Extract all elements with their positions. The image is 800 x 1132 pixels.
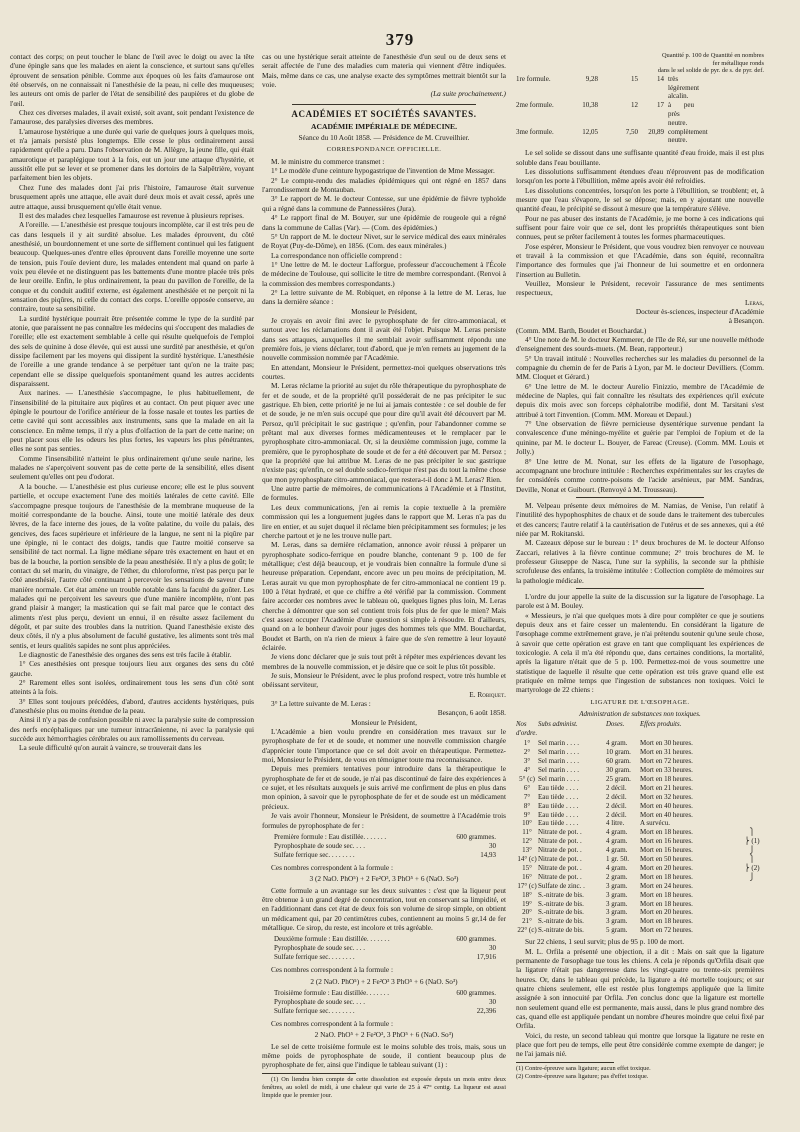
table-row xyxy=(516,882,764,891)
table-cell: Nitrate de pot. . xyxy=(538,872,582,881)
footnote: (1) On liendra bien compte de cette dissolution est exposée depuis un mois entre deux fenêtres, au soleil de midi, à une chaleur qui varie de 25 à 47° centig. La liqueur est aussi limpide que le premier jour. xyxy=(262,1075,506,1099)
paragraph: 4° Une note de M. le docteur Kemmerer, de l'île de Ré, sur une nouvelle méthode d'enseignement des sourds-muets. (M. Bean, rapporteur.) xyxy=(516,335,764,354)
paragraph: Les dissolutions suffisamment étendues d'eau n'éprouvent pas de modification lorsqu'on les porte à l'ébullition, même après avoir été refroidies. xyxy=(516,166,764,186)
paragraph: La surdité hystérique pourrait être présentée comme le type de la surdité par atonie, que paraissent ne pas connaître les médecins qui s'occupent des maladies de l'oreille; elle est exactement semblable à celle qui résulte quelquefois de l'emploi des sels de quinine à dose élevée, qui est aussi une surdité par anesthésie, et qu'on dissipe facilement par les moyens qui dissipent la surdité hystérique. L'anesthésie de l'oreille a une grande tendance à se perpétuer tant qu'on ne la traite pas; cependant elle se dissipe quelquefois spontanément quand les autres accidents disparaissent. xyxy=(10,313,254,389)
paragraph: En attendant, Monsieur le Président, permettez-moi quelques observations très courtes. xyxy=(262,362,506,381)
table-cell: A survécu. xyxy=(640,819,670,828)
table-cell: ⎬ (1) xyxy=(744,837,760,846)
to-follow-note: (La suite prochainement.) xyxy=(430,89,506,99)
paragraph: Pour ne pas abuser des instants de l'Académie, je me borne à ces indications qui suffisent pour faire voir que ce sel, dont les propriétés thérapeutiques sont bien connues, peut se prêter facilement à toutes les formes pharmaceutiques. xyxy=(516,213,764,242)
signature-place: à Besançon. xyxy=(728,316,764,326)
paragraph: Depuis mes premiers tentatives pour introduire dans la thérapeutique le pyrophosphate de fer et de soude, je n'ai pas discontinué de faire des expériences à ce sujet, et les résultats auxquels je suis arrivé me confirment de plus en plus dans mon opinion, à savoir que le pyrophosphate de fer et de soude est un médicament précieux. xyxy=(262,764,506,811)
table-cell: Sel marin . . . . xyxy=(538,748,580,757)
table-cell: Mort en 18 heures. xyxy=(640,774,693,783)
paragraph: A l'oreille. — L'anesthésie est presque toujours incomplète, car il est très peu de cas dans lesquels il y ait surdité absolue. Les malades éprouvent, du côté anesthésié, un bourdonnement et une sorte de sifflement continuel qui les fatiguent beaucoup. Quelques-unes d'entre elles éprouvent dans l'oreille moyenne une sorte de tension, puis l'ouïe devient dure, les malades entendent mal quand on parle à voix peu élevée et ne distinguent pas les battements d'une montre placée très près de leur oreille. Enfin, le plus ordinairement, la peau du pavillon de l'oreille, de la conque et du conduit auditif externe, est également anesthésiée et ne perçoit ni la sensation des piqûres, ni celle du contact des corps. L'oreille opposée conserve, au contraire, toute sa sensibilité. xyxy=(10,220,254,314)
table-cell: Mort en 32 heures. xyxy=(640,792,693,801)
recipe-amount: 600 grammes. xyxy=(456,832,496,841)
footnote-divider xyxy=(262,1073,356,1074)
ligature-table xyxy=(516,721,764,935)
recipe-amount: 30 xyxy=(489,841,496,850)
paragraph: Ces nombres correspondent à la formule : xyxy=(271,862,393,872)
paragraph: 6° Une lettre de M. le docteur Aurelio Finizzio, membre de l'Académie de médecine de Naples, qui fait connaître les résultats des expériences qu'il exécute depuis dix mois avec son forceps céphalotribe modifié, dont M. Tarsitani s'est attribué à tort l'invention. (Comm. MM. Moreau et Depaul.) xyxy=(516,381,764,419)
table-cell xyxy=(740,784,764,793)
table-cell xyxy=(740,811,764,820)
paragraph: L'Académie a bien voulu prendre en considération mes travaux sur le pyrophosphate de fer et de soude, et nommer une nouvelle commission chargée d'apprécier toute l'importance que ce sel doit avoir en thérapeutique. Permettez-moi, Monsieur le Président, de vous en témoigner toute ma reconnaissance. xyxy=(262,727,506,765)
divider xyxy=(576,588,704,589)
table-row xyxy=(516,917,764,926)
table-cell xyxy=(740,757,764,766)
paragraph: Chez ces diverses malades, il avait existé, soit avant, soit pendant l'existence de l'amaurose, des paralysies diverses des membres. xyxy=(10,108,254,127)
table-header: Doses. xyxy=(606,721,625,729)
footnote: (2) Contre-épreuve sans ligature; pas d'effet toxique. xyxy=(516,1072,649,1080)
table-body xyxy=(516,739,764,935)
table-row xyxy=(516,802,764,811)
commission-note: (Comm. MM. Barth, Boudet et Bouchardat.) xyxy=(516,325,647,335)
table-cell: 11° xyxy=(522,828,532,837)
paragraph: Cette formule a un avantage sur les deux suivantes : c'est que la liqueur peut être obtenue à un grand degré de concentration, tout en conservant sa limpidité, et en l'additionnant dans cet état de deux fois son volume de sirop simple, on obtient un médicament qui, par 20 centimètres cubes, contiennent au moins 5 gr,14 de fer métallique. Ce sirop, du reste, est incolore et très agréable. xyxy=(262,885,506,932)
iron-content-table xyxy=(516,52,764,145)
table-cell: 14 xyxy=(657,74,664,83)
table-cell xyxy=(740,739,764,748)
table-cell: Mort en 18 heures. xyxy=(640,890,693,899)
table-cell: S.-nitrate de bis. xyxy=(538,890,584,899)
paragraph: 3° Le rapport de M. le docteur Contesse, sur une épidémie de fièvre typhoïde qui a régné dans la commune de Pannessières (Jura). xyxy=(262,194,506,213)
table-cell: S.-nitrate de bis. xyxy=(538,899,584,908)
table-cell: 3 gram. xyxy=(606,890,628,899)
paragraph: Une autre partie de mémoires, de communications à l'Académie et à l'Institut, de formules. xyxy=(262,484,506,503)
table-cell: Eau tiède . . . . xyxy=(538,792,579,801)
table-cell xyxy=(740,819,764,828)
table-cell: Nitrate de pot. . xyxy=(538,837,582,846)
table-cell: S.-nitrate de bis. xyxy=(538,917,584,926)
table-cell: Mort en 18 heures. xyxy=(640,917,693,926)
table-cell xyxy=(740,917,764,926)
paragraph: M. le ministre du commerce transmet : xyxy=(271,157,385,167)
table-cell: Sulfate de zinc. . xyxy=(538,881,585,890)
table-row xyxy=(516,128,764,146)
table-cell xyxy=(740,802,764,811)
table-cell: Eau tiède . . . . xyxy=(538,801,579,810)
table-row xyxy=(516,908,764,917)
paragraph: 7° Une observation de fièvre pernicieuse dysentérique survenue pendant la convalescence d'une méningo-myélite et guérie par l'emploi de l'opium et de la quinine, par M. le docteur L. Bouyer, de Fareac (Creuse). (Comm. MM. Louis et Jolly.) xyxy=(516,419,764,457)
table-cell: 4 gram. xyxy=(606,846,628,855)
table-header: fer métallique ronds xyxy=(712,59,764,67)
recipe-ingredient: Deuxième formule : Eau distillée. . . . . . . xyxy=(274,935,390,944)
paragraph: M. Cazeaux dépose sur le bureau : 1° deux brochures de M. le docteur Alfonso Zaccari, relatives à la fièvre continue commune; 2° trois brochures de M. le professeur Giuseppe de Nasca, l'une sur la syphilis, la seconde sur la phthisie scrofuleuse des enfants, la troisième intitulée : Collection complète de mémoires sur la pathologie médicale. xyxy=(516,538,764,585)
chemical-formula: 3 (2 NaO. PhO⁵) + 2 Fe²O³, 3 PhO⁵ + 6 (NaO. So³) xyxy=(309,874,459,884)
table-cell: 10 gram. xyxy=(606,748,631,757)
paragraph: 2° La lettre suivante de M. Robiquet, en réponse à la lettre de M. Leras, lue dans la dernière séance : xyxy=(262,287,506,307)
paragraph: Les deux communications, j'en ai remis la copie textuelle à la première commission qui les a longuement jugées dans le rapport que M. Leras n'a pas du lire en entier, et au sujet duquel il réclame bien précipitamment ses formules; je les cherche partout et je ne les trouve nulle part. xyxy=(262,502,506,540)
table-cell: S.-nitrate de bis. xyxy=(538,926,584,935)
table-cell: 2 décil. xyxy=(606,801,627,810)
table-row xyxy=(516,766,764,775)
paragraph: Ces nombres correspondent à la formule : xyxy=(271,965,393,975)
table-row xyxy=(516,900,764,909)
table-cell: très légèrement alcalin. xyxy=(668,74,700,101)
paragraph: L'ordre du jour appelle la suite de la discussion sur la ligature de l'œsophage. La parole est à M. Bouley. xyxy=(516,591,764,611)
formula-recipe-2 xyxy=(274,935,506,962)
table-cell: 3 gram. xyxy=(606,917,628,926)
table-cell: 17° (c) xyxy=(517,881,537,890)
table-cell: 5 gram. xyxy=(606,926,628,935)
recipe-ingredient: Pyrophosphate de soude sec. . . . xyxy=(274,944,365,953)
table-header: dans le sel solide de pyr. de s. de pyr. def. xyxy=(657,67,764,75)
paragraph: La correspondance non officielle comprend : xyxy=(271,250,402,260)
paragraph: 5° Un travail intitulé : Nouvelles recherches sur les maladies du personnel de la compagnie du chemin de fer de Paris à Lyon, par M. le docteur Devilliers. (Comm. MM. Cloquet et Gérard.) xyxy=(516,353,764,382)
table-cell: Nitrate de pot. . xyxy=(538,855,582,864)
table-cell: Mort en 33 heures. xyxy=(640,765,693,774)
page-number: 379 xyxy=(385,30,415,49)
divider xyxy=(292,104,476,105)
recipe-amount: 14,93 xyxy=(480,850,496,859)
table-cell: Sel marin . . . . xyxy=(538,739,580,748)
table-cell: Mort en 20 heures. xyxy=(640,908,693,917)
table-cell: ⎫ xyxy=(749,855,755,864)
table-header: Subs administ. xyxy=(538,721,578,729)
paragraph: Le sel de cette troisième formule est le moins soluble des trois, mais, sous un même poids de pyrophosphate de soude, il contient beaucoup plus de pyrophosphate de fer, ainsi que l'indique le tableau suivant (1) : xyxy=(262,1041,506,1070)
table-row xyxy=(516,837,764,846)
table-cell xyxy=(740,900,764,909)
table-cell: Sel marin . . . . xyxy=(538,765,580,774)
column-left xyxy=(10,52,254,1124)
paragraph: Les dissolutions concentrées, lorsqu'on les porte à l'ébullition, se troublent; et, à mesure que l'eau s'évapore, le sel se dépose; mais, en y ajoutant une nouvelle quantité d'eau, le précipité se dissout à mesure que la température s'élève. xyxy=(516,185,764,214)
table-cell: 9° xyxy=(523,810,531,819)
ligature-table-subtitle: Administration de substances non toxiques. xyxy=(579,710,701,719)
table-cell: 1re formule. xyxy=(516,74,551,83)
table-cell: 18° xyxy=(522,890,532,899)
paragraph: Je suis, Monsieur le Président, avec le plus profond respect, votre très humble et obéissant serviteur, xyxy=(262,671,506,690)
table-cell: 22° (c) xyxy=(517,926,537,935)
paragraph: Je croyais en avoir fini avec le pyrophosphate de fer citro-ammoniacal, et surtout avec les réclamations dont il avait été l'objet. Puisque M. Leras persiste dans ses attaques, auxquelles il me semblait avoir suffisamment répondu une première fois, je viens déclarer, tout d'abord, que je m'en remets au jugement de la nouvelle commission nommée par l'Académie. xyxy=(262,315,506,363)
academy-title: ACADÉMIE IMPÉRIALE DE MÉDECINE. xyxy=(311,122,457,132)
table-cell: 2 décil. xyxy=(606,783,627,792)
table-cell: 19° xyxy=(522,899,532,908)
table-row xyxy=(516,819,764,828)
table-row xyxy=(516,739,764,748)
table-cell xyxy=(740,766,764,775)
paragraph: Sur 22 chiens, 1 seul survit; plus de 95 p. 100 de mort. xyxy=(525,937,685,947)
signature: E. Robiquet. xyxy=(469,689,506,699)
table-cell: 25 gram. xyxy=(606,774,631,783)
table-row xyxy=(516,855,764,864)
recipe-amount: 600 grammes. xyxy=(456,935,496,944)
table-cell: 7,50 xyxy=(625,127,638,136)
paragraph: M. L. Orfila a présenté une objection, il a dit : Mais on sait que la ligature permanente de l'œsophage tue tous les chiens. A cela je réponds qu'Orfila disait que la ligature n'était pas dangereuse dans les vingt-quatre ou trente-six premières heures. Or, dans le tableau qui précède, la ligature a été mortelle toujours; et sur quatre chiens seulement, elle est restée plus longtemps appliquée que la limite assignée à son innocuité par Orfila. J'en conclus donc que la ligature est mortelle non seulement quand elle est permanente, mais aussi, dans le plus grand nombre des cas, quand elle est appliquée pendant un nombre d'heures moindre que celui fixé par Orfila. xyxy=(516,946,764,1031)
chemical-formula: 2 NaO. PhO⁵ + 2 Fe²O³, 3 PhO⁵ + 6 (NaO. So³) xyxy=(314,1030,454,1040)
paragraph: La seule difficulté qu'on aurait à vaincre, se trouverait dans les xyxy=(19,743,202,753)
table-cell: Mort en 16 heures. xyxy=(640,837,693,846)
table-cell: 4 gram. xyxy=(606,828,628,837)
table-cell: 10° xyxy=(522,819,532,828)
table-row xyxy=(516,891,764,900)
table-cell: Mort en 72 heures. xyxy=(640,757,693,766)
formula-recipe-3 xyxy=(274,989,506,1016)
table-cell: 4° xyxy=(523,765,531,774)
salutation: Monsieur le Président, xyxy=(351,717,417,727)
recipe-amount: 600 grammes. xyxy=(456,988,496,997)
paragraph: 1° Le modèle d'une ceinture hypogastrique de l'invention de Mme Messager. xyxy=(271,166,495,176)
paragraph: Aux narines. — L'anesthésie s'accompagne, le plus habituellement, de l'insensibilité de la pituitaire aux piqûres et au contact. On peut piquer avec une épingle le pourtour de l'orifice antérieur de la fosse nasale et toutes les parties de cette cavité qui sont accessibles aux instruments, sans que la malade en ait la conscience. En même temps, il n'y a plus d'olfaction de la part de cette narine; on peut placer sous elle les odeurs les plus fortes, les vapeurs les plus pénétrantes, elles ne sont pas senties. xyxy=(10,388,254,454)
table-cell xyxy=(740,882,764,891)
table-cell: complètement neutre. xyxy=(668,127,708,145)
table-cell: Eau tiède . . . . xyxy=(538,819,579,828)
table-cell: ⎭ xyxy=(749,872,755,881)
table-row xyxy=(516,757,764,766)
table-cell xyxy=(740,793,764,802)
recipe-amount: 30 xyxy=(489,997,496,1006)
table-cell: Mort en 72 heures. xyxy=(640,926,693,935)
recipe-ingredient: Sulfate ferrique sec. . . . . . . . xyxy=(274,850,355,859)
table-row xyxy=(516,101,764,127)
table-cell: Nitrate de pot. . xyxy=(538,846,582,855)
recipe-amount: 17,916 xyxy=(476,953,496,962)
paragraph: 3° La lettre suivante de M. Leras : xyxy=(271,699,371,709)
recipe-ingredient: Sulfate ferrique sec. . . . . . . . xyxy=(274,1006,355,1015)
column-middle xyxy=(262,52,506,1124)
table-cell xyxy=(740,891,764,900)
table-cell: 6° xyxy=(523,783,531,792)
table-cell: 2 gram. xyxy=(606,872,628,881)
paragraph: M. Leras réclame la priorité au sujet du rôle thérapeutique du pyrophosphate de fer et de soude, et de la propriété qu'il posséderait de ne pas précipiter le suc gastrique. Eh bien, cette priorité je ne lui ai jamais contestée : ce sel double de fer et de soude, je ne m'en suis occupé que pour dire qu'il avait été découvert par M. Persoz, qu'il précipitait le suc gastrique ; qu'enfin, pour l'abandonner comme se prêtant mal aux diverses formes médicamenteuses et le remplacer par le pyrophosphate citro-ammoniacal. Or, si la deuxième commission juge, comme la première, que le pyrophosphate de soude et de fer a été découvert par M. Persoz ; que la propriété que lui attribue M. Leras de ne pas précipiter le suc gastrique n'existe pas; qu'enfin, ce sel double sodico-ferrique n'est pas du tout la même chose que mon pyrophosphate citro-ammoniacal, que restera-t-il donc à M. Leras? Rien. xyxy=(262,381,506,484)
table-cell: 12° xyxy=(522,837,532,846)
signature: Leras, xyxy=(744,297,764,307)
table-cell xyxy=(740,748,764,757)
recipe-ingredient: Troisième formule : Eau distillée. . . . . . . xyxy=(274,988,390,997)
table-cell: 3me formule. xyxy=(516,127,554,136)
paragraph: 3° Elles sont toujours précédées, d'abord, d'autres accidents hystériques, puis d'anesthésie plus ou moins étendue de la peau. xyxy=(10,696,254,716)
table-cell: 12 xyxy=(631,101,638,110)
table-cell: 2 décil. xyxy=(606,810,627,819)
table-row xyxy=(516,828,764,837)
recipe-ingredient: Première formule : Eau distillée. . . . . . . xyxy=(274,832,387,841)
table-cell: 1° xyxy=(523,739,531,748)
table-row xyxy=(516,811,764,820)
table-cell: 21° xyxy=(522,917,532,926)
table-cell: 20,89 xyxy=(648,127,664,136)
table-row xyxy=(516,75,764,101)
table-header-row xyxy=(516,721,764,739)
session-line: Séance du 10 Août 1858. — Présidence de M. Cruveilhier. xyxy=(298,133,470,143)
paragraph: 1° Ces anesthésies ont presque toujours lieu aux organes des sens du côté gauche. xyxy=(10,659,254,678)
table-cell: Mort en 16 heures. xyxy=(640,846,693,855)
table-cell: 20° xyxy=(522,908,532,917)
paragraph: Je vais avoir l'honneur, Monsieur le Président, de soumettre à l'Académie trois formules de pyrophosphate de fer : xyxy=(262,811,506,830)
footnote-divider xyxy=(516,1062,614,1063)
table-cell: Mort en 31 heures. xyxy=(640,748,693,757)
paragraph: L'amaurose hystérique a une durée qui varie de quelques jours à quelques mois, et n'a jamais persisté plus longtemps. Elle cesse le plus ordinairement aussi rapidement qu'elle a paru. Dans l'observation de M. Allègre, la jeune fille, qui était amaurotique et paraplégique tout à la fois, eut un jour une attaque d'hystérie, et aussitôt elle put se lever et se promener dans les dortoirs de la Salpêtrière, voyant parfaitement bien les objets. xyxy=(10,126,254,183)
table-row xyxy=(516,775,764,784)
table-row xyxy=(516,784,764,793)
formula-recipe-1 xyxy=(274,833,506,860)
section-title: ACADÉMIES ET SOCIÉTÉS SAVANTES. xyxy=(291,108,477,119)
divider xyxy=(576,497,704,498)
paragraph: Comme l'insensibilité n'atteint le plus ordinairement qu'une seule narine, les malades ne s'aperçoivent souvent pas de cette perte de la sensibilité, elles disent seulement qu'elles ont peu d'odorat. xyxy=(10,453,254,482)
table-cell: 2 décil. xyxy=(606,792,627,801)
table-cell: Mort en 18 heures. xyxy=(640,872,693,881)
paragraph: A la bouche. — L'anesthésie est plus curieuse encore; elle est le plus souvent partielle, et occupe exactement l'une des moitiés latérales de cette cavité. Elle s'accompagne presque toujours de l'anesthésie de la membrane muqueuse de la moitié correspondante de la bouche. Ainsi, toute une moitié latérale des deux lèvres, de la face interne des joues, de la voûte palatine, du voile du palais, des gencives, des faces supérieure et inférieure de la langue, ne sent ni la piqûre par une épingle, ni le contact des doigts, tandis que l'autre moitié conserve sa sensibilité de tact normal. La ligne médiane sépare très exactement en haut et en bas de la bouche, la portion sensible de la peau anesthésiée. Il n'y a plus de goût; le contact du sel marin, du vinaigre, de l'éther, du chloroforme, n'est pas perçu par le côté anesthésié, l'autre côté continuant à percevoir les sensations de saveur d'une manière normale. Cet état amène un trouble notable dans la faculté du goûter. Les malades qui ne perçoivent les saveurs que d'une manière incomplète, n'ont pas grand plaisir à manger; la mastication qui se fait mal parce que le contact des aliments n'est plus perçu, devient un ennui, il en résulte assez facilement du dégoût, et par suite des troubles dans la nutrition. Quand l'anesthésie existe des deux côtés, il n'y a plus absolument de faculté gustative, les aliments sont très mal sentis, et leurs qualités sapides ne sont plus appréciées. xyxy=(10,481,254,650)
table-cell: Mort en 21 heures. xyxy=(640,783,693,792)
correspondence-title: CORRESPONDANCE OFFICIELLE. xyxy=(326,145,442,153)
table-cell: 15 xyxy=(631,74,638,83)
table-cell: S.-nitrate de bis. xyxy=(538,908,584,917)
table-cell: Mort en 40 heures. xyxy=(640,810,693,819)
paragraph: Le sel solide se dissout dans une suffisante quantité d'eau froide, mais il est plus soluble dans l'eau bouillante. xyxy=(516,148,764,167)
table-cell: Mort en 18 heures. xyxy=(640,828,693,837)
paragraph: Je viens donc déclarer que je suis tout prêt à répéter mes expériences devant les membres de la nouvelle commission, et je désire que ce soit le plus tôt possible. xyxy=(262,652,506,671)
table-cell: Sel marin . . . . xyxy=(538,774,580,783)
table-cell: Mort en 18 heures. xyxy=(640,899,693,908)
paragraph: Voici, du reste, un second tableau qui montre que lorsque la ligature ne reste en place que fort peu de temps, elle peut être considérée comme exempte de danger; je ne l'ai jamais nié. xyxy=(516,1030,764,1059)
table-cell xyxy=(740,775,764,784)
table-cell xyxy=(740,908,764,917)
table-cell: 15° xyxy=(522,863,532,872)
table-cell: 17 xyxy=(657,101,664,110)
table-cell: Mort en 50 heures. xyxy=(640,855,693,864)
paragraph: cas ou une hystérique serait atteinte de l'anesthésie d'un seul ou de deux sens et serait affectée de l'une des maladies cum materia qui viennent d'être indiquées. Mais, même dans ce cas, une analyse exacte des symptômes mettrait bientôt sur la voie. xyxy=(262,52,506,90)
paragraph: Ces nombres correspondent à la formule : xyxy=(271,1018,393,1028)
table-row xyxy=(516,926,764,935)
recipe-amount: 30 xyxy=(489,944,496,953)
table-cell: 2° xyxy=(523,748,531,757)
table-cell: 7° xyxy=(523,792,531,801)
table-cell: 13° xyxy=(522,846,532,855)
table-cell: 4 gram. xyxy=(606,837,628,846)
paragraph: contact des corps; on peut toucher le blanc de l'œil avec le doigt ou avec la tête d'une épingle sans que les malades en aient la conscience, et surtout sans qu'elles éprouvent de sensation pénible. Comme aux époques où les faits d'amaurose ont été observés, on ne connaissait ni l'anesthésie de la peau, ni celle des muqueuses; les auteurs ont omis de parler de l'état de sensibilité des paupières et du globe de l'œil. xyxy=(10,52,254,108)
salutation: Monsieur le Président, xyxy=(351,306,417,316)
paragraph: « Messieurs, je n'ai que quelques mots à dire pour compléter ce que je soutiens depuis deux ans et faire cesser un malentendu. En considérant la ligature de l'œsophage comme extrêmement grave, je n'ai prétendu soutenir qu'une seule chose, à savoir que cette opération est grave en tant que compliquant les expériences de toxicologie. A cela il m'a été répondu que, dans certaines conditions, la mortalité, après la ligature n'était que de 5 p. 100. Permettez-moi de vous soumettre une statistique de laquelle il résulte que cette opération est très grave quand elle est pratiquée en même temps que l'ingestion de substances non toxiques. Voici le martyrologe de 22 chiens : xyxy=(516,610,764,695)
table-cell: 3° xyxy=(523,757,531,766)
table-cell: 30 gram. xyxy=(606,765,631,774)
table-row xyxy=(516,748,764,757)
table-row xyxy=(516,793,764,802)
paragraph: 2° Le compte-rendu des maladies épidémiques qui ont régné en 1857 dans l'arrondissement de Montauban. xyxy=(262,175,506,195)
signature-title: Docteur ès-sciences, inspecteur d'Académie xyxy=(635,307,764,316)
table-cell: Mort en 24 heures. xyxy=(640,881,693,890)
letter-place-date: Besançon, 6 août 1858. xyxy=(437,708,506,718)
paragraph: Ainsi il n'y a pas de confusion possible ni avec la paralysie suite de compression des nerfs encéphaliques par une tumeur intracrânienne, ni avec la paralysie qui succède aux hémorrhagies cérébrales ou aux ramollissements du cerveau. xyxy=(10,715,254,744)
recipe-amount: 22,396 xyxy=(476,1006,496,1015)
paragraph: Il est des malades chez lesquelles l'amaurose est revenue à plusieurs reprises. xyxy=(19,210,245,220)
table-cell: 12,05 xyxy=(582,127,598,136)
table-cell: 2me formule. xyxy=(516,101,554,110)
table-cell: 3 gram. xyxy=(606,881,628,890)
ligature-table-title: LIGATURE DE L'ŒSOPHAGE. xyxy=(590,698,690,706)
table-row xyxy=(516,846,764,855)
column-right xyxy=(516,52,764,1124)
paragraph: Chez l'une des malades dont j'ai pris l'histoire, l'amaurose était survenue brusquement après une attaque, elle avait duré deux mois et avait cessé, après une autre attaque, aussi brusquement qu'elle était venue. xyxy=(10,182,254,211)
recipe-ingredient: Pyrophosphate de soude sec. . . . xyxy=(274,997,365,1006)
table-cell: à peu près neutre. xyxy=(668,101,694,127)
table-cell: 8° xyxy=(523,801,531,810)
table-cell xyxy=(740,926,764,935)
chemical-formula: 2 (2 NaO. PhO⁵) + 2 Fe²O³ 3 PhO⁵ + 6 (NaO. So³) xyxy=(310,976,458,986)
table-cell: Eau tiède . . . . xyxy=(538,783,579,792)
table-cell: 4 litre. xyxy=(606,819,625,828)
table-cell: ⎬ (2) xyxy=(744,863,760,872)
paragraph: 2° Rarement elles sont isolées, ordinairement tous les sens d'un côté sont atteints à la fois. xyxy=(10,678,254,697)
table-cell: 16° xyxy=(522,872,532,881)
table-header: Quantité p. 100 de Quantité en nombres xyxy=(661,52,764,59)
table-cell: 4 gram. xyxy=(606,863,628,872)
paragraph: Veuillez, Monsieur le Président, recevoir l'assurance de mes sentiments respectueux, xyxy=(516,278,764,298)
table-cell: Mort en 30 heures. xyxy=(640,739,693,748)
table-cell: ⎫ xyxy=(749,828,755,837)
table-cell: Nitrate de pot. . xyxy=(538,828,582,837)
table-cell: 3 gram. xyxy=(606,908,628,917)
table-cell: Sel marin . . . . xyxy=(538,757,580,766)
table-cell: 4 gram. xyxy=(606,739,628,748)
table-header: Nos d'ordre. xyxy=(516,721,538,738)
paragraph: M. Leras, dans sa dernière réclamation, annonce avoir réussi à préparer un pyrophosphate sodico-ferrique en poudre blanche, contenant 9 p. 100 de fer métallique; c'est déjà beaucoup, et je voudrais bien connaître la formule d'une si heureuse préparation. Cependant, encore avec un peu moins de précipitation, M. Leras aurait vu que mon pyrophosphate de fer citro-ammoniacal ne contient 19 p. 100 à l'état hydraté, et que ce chiffre a été vérifié par la commission. Comment faire accorder ces nombres avec le tableau où, quelques lignes plus loin, M. Leras cherche à démontrer que son sel contient trois fois plus de fer que le mien? Mais c'est assez occuper l'Académie d'une question si simple à résoudre. Et d'ailleurs, quand on a le bonheur d'avoir pour juges des hommes tels que MM. Bouchardat, Boudet et Barth, on n'a rien de mieux à faire que de s'en remettre à leur loyauté éclairée. xyxy=(262,540,506,652)
table-cell: Mort en 40 heures. xyxy=(640,801,693,810)
table-header: Effets produits. xyxy=(640,721,682,729)
table-row xyxy=(516,864,764,873)
paragraph: 5° Un rapport de M. le docteur Nivet, sur le service médical des eaux minérales de Royat (Puy-de-Dôme), en 1856. (Com. des eaux minérales.) xyxy=(262,231,506,251)
table-cell: 1 gr. 50. xyxy=(606,855,629,864)
recipe-ingredient: Pyrophosphate de soude sec. . . . xyxy=(274,841,365,850)
table-cell: 5° (c) xyxy=(519,774,535,783)
recipe-ingredient: Sulfate ferrique sec. . . . . . . . xyxy=(274,953,355,962)
table-cell: Mort en 20 heures. xyxy=(640,863,693,872)
table-row xyxy=(516,873,764,882)
paragraph: 8° Une lettre de M. Nonat, sur les effets de la ligature de l'œsophage, accompagnant une brochure intitulée : Recherches expérimentales sur les crayles de fer considérés comme contre-poisons de l'acide arsénieux, par MM. Sandras, Deville, Nonat et Guibourt. (Renvoyé à M. Trousseau). xyxy=(516,456,764,494)
paragraph: Le diagnostic de l'anesthésie des organes des sens est très facile à établir. xyxy=(19,650,232,659)
table-cell: Eau tiède . . . . xyxy=(538,810,579,819)
table-cell: ⎭ xyxy=(749,846,755,855)
paragraph: M. Velpeau présente deux mémoires de M. Namias, de Venise, l'un relatif à l'inutilité des hypophosphites de chaux et de soude dans le traitement des tubercules et des cancers; l'autre relatif à la cautérisation de l'utérus et de ses annexes, qui a été niée par M. Rokitanski. xyxy=(516,500,764,538)
table-cell: 60 gram. xyxy=(606,757,631,766)
table-cell: 3 gram. xyxy=(606,899,628,908)
table-cell: 10,38 xyxy=(582,101,598,110)
table-cell: 9,28 xyxy=(585,74,598,83)
footnote: (1) Contre-épreuve sans ligature; aucun effet toxique. xyxy=(516,1064,651,1072)
paragraph: 1° Une lettre de M. le docteur Lafforgue, professeur d'accouchement à l'École de médecine de Toulouse, qui sollicite le titre de membre correspondant. (Renvoi à la commission des membres correspondants.) xyxy=(262,259,506,288)
paragraph: 4° Le rapport final de M. Bouyer, sur une épidémie de rougeole qui a régné dans la commune de Callas (Var). — (Com. des épidémies.) xyxy=(262,213,506,232)
table-cell: 14° (c) xyxy=(517,855,537,864)
table-cell: Nitrate de pot. . xyxy=(538,863,582,872)
paragraph: J'ose espérer, Monsieur le Président, que vous voudrez bien renvoyer ce nouveau et travail à la commission et que l'Académie, dans son équité, reconnaîtra l'importance des formules que j'ai l'honneur de lui soumettre et en ordonnera l'insertion au Bulletin. xyxy=(516,241,764,279)
